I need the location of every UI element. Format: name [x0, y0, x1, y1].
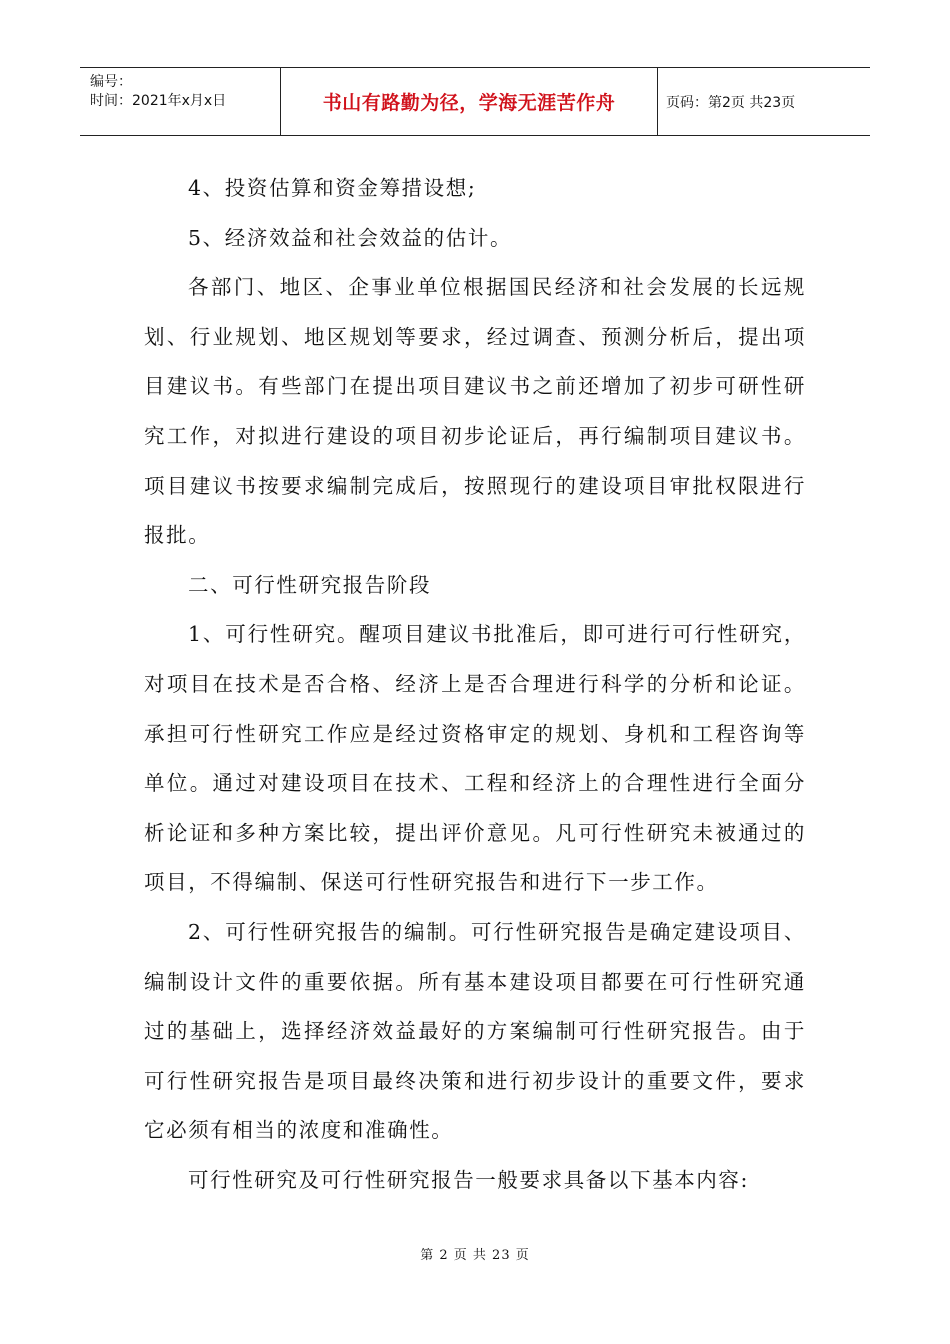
- section-heading-feasibility-stage: 二、可行性研究报告阶段: [188, 572, 432, 597]
- paragraph-item-4: 4、投资估算和资金筹措设想;: [188, 176, 477, 200]
- document-number-label: 编号：: [90, 74, 132, 90]
- paragraph-feasibility-report: 2、可行性研究报告的编制。可行性研究报告是确定建设项目、编制设计文件的重要依据。所有基本建设项目都要在可行性研究通过的基础上，选择经济效益最好的方案编制可行性研究报告。由于可行性研究报告是项目最终决策和进行初步设计的重要文件，要求它必须有相当的浓度和准确性。: [144, 919, 806, 1143]
- document-body: [144, 164, 806, 1205]
- paragraph-basic-content: 可行性研究及可行性研究报告一般要求具备以下基本内容:: [188, 1167, 750, 1192]
- page-footer: 第 2 页 共 23 页: [420, 1248, 530, 1263]
- header-meta-cell: [80, 68, 281, 135]
- paragraph-feasibility-study: 1、可行性研究。醒项目建议书批准后，即可进行可行性研究，对项目在技术是否合格、经济上是否合理进行科学的分析和论证。承担可行性研究工作应是经过资格审定的规划、身机和工程咨询等单位。通过对建设项目在技术、工程和经济上的合理性进行全面分析论证和多种方案比较，提出评价意见。凡可行性研究未被通过的项目，不得编制、保送可行性研究报告和进行下一步工作。: [144, 622, 806, 895]
- document-time-label: 时间：2021年x月x日: [90, 93, 227, 109]
- paragraph-item-5: 5、经济效益和社会效益的估计。: [188, 225, 513, 250]
- header-page-info: 页码：第2页 共23页: [666, 94, 796, 111]
- page-header: [80, 67, 870, 136]
- paragraph-project-proposal: 各部门、地区、企事业单位根据国民经济和社会发展的长远规划、行业规划、地区规划等要求，经过调查、预测分析后，提出项目建议书。有些部门在提出项目建议书之前还增加了初步可研性研究工作，对拟进行建设的项目初步论证后，再行编制项目建议书。项目建议书按要求编制完成后，按照现行的建设项目审批权限进行报批。: [144, 275, 806, 548]
- header-motto: 书山有路勤为径，学海无涯苦作舟: [281, 68, 658, 135]
